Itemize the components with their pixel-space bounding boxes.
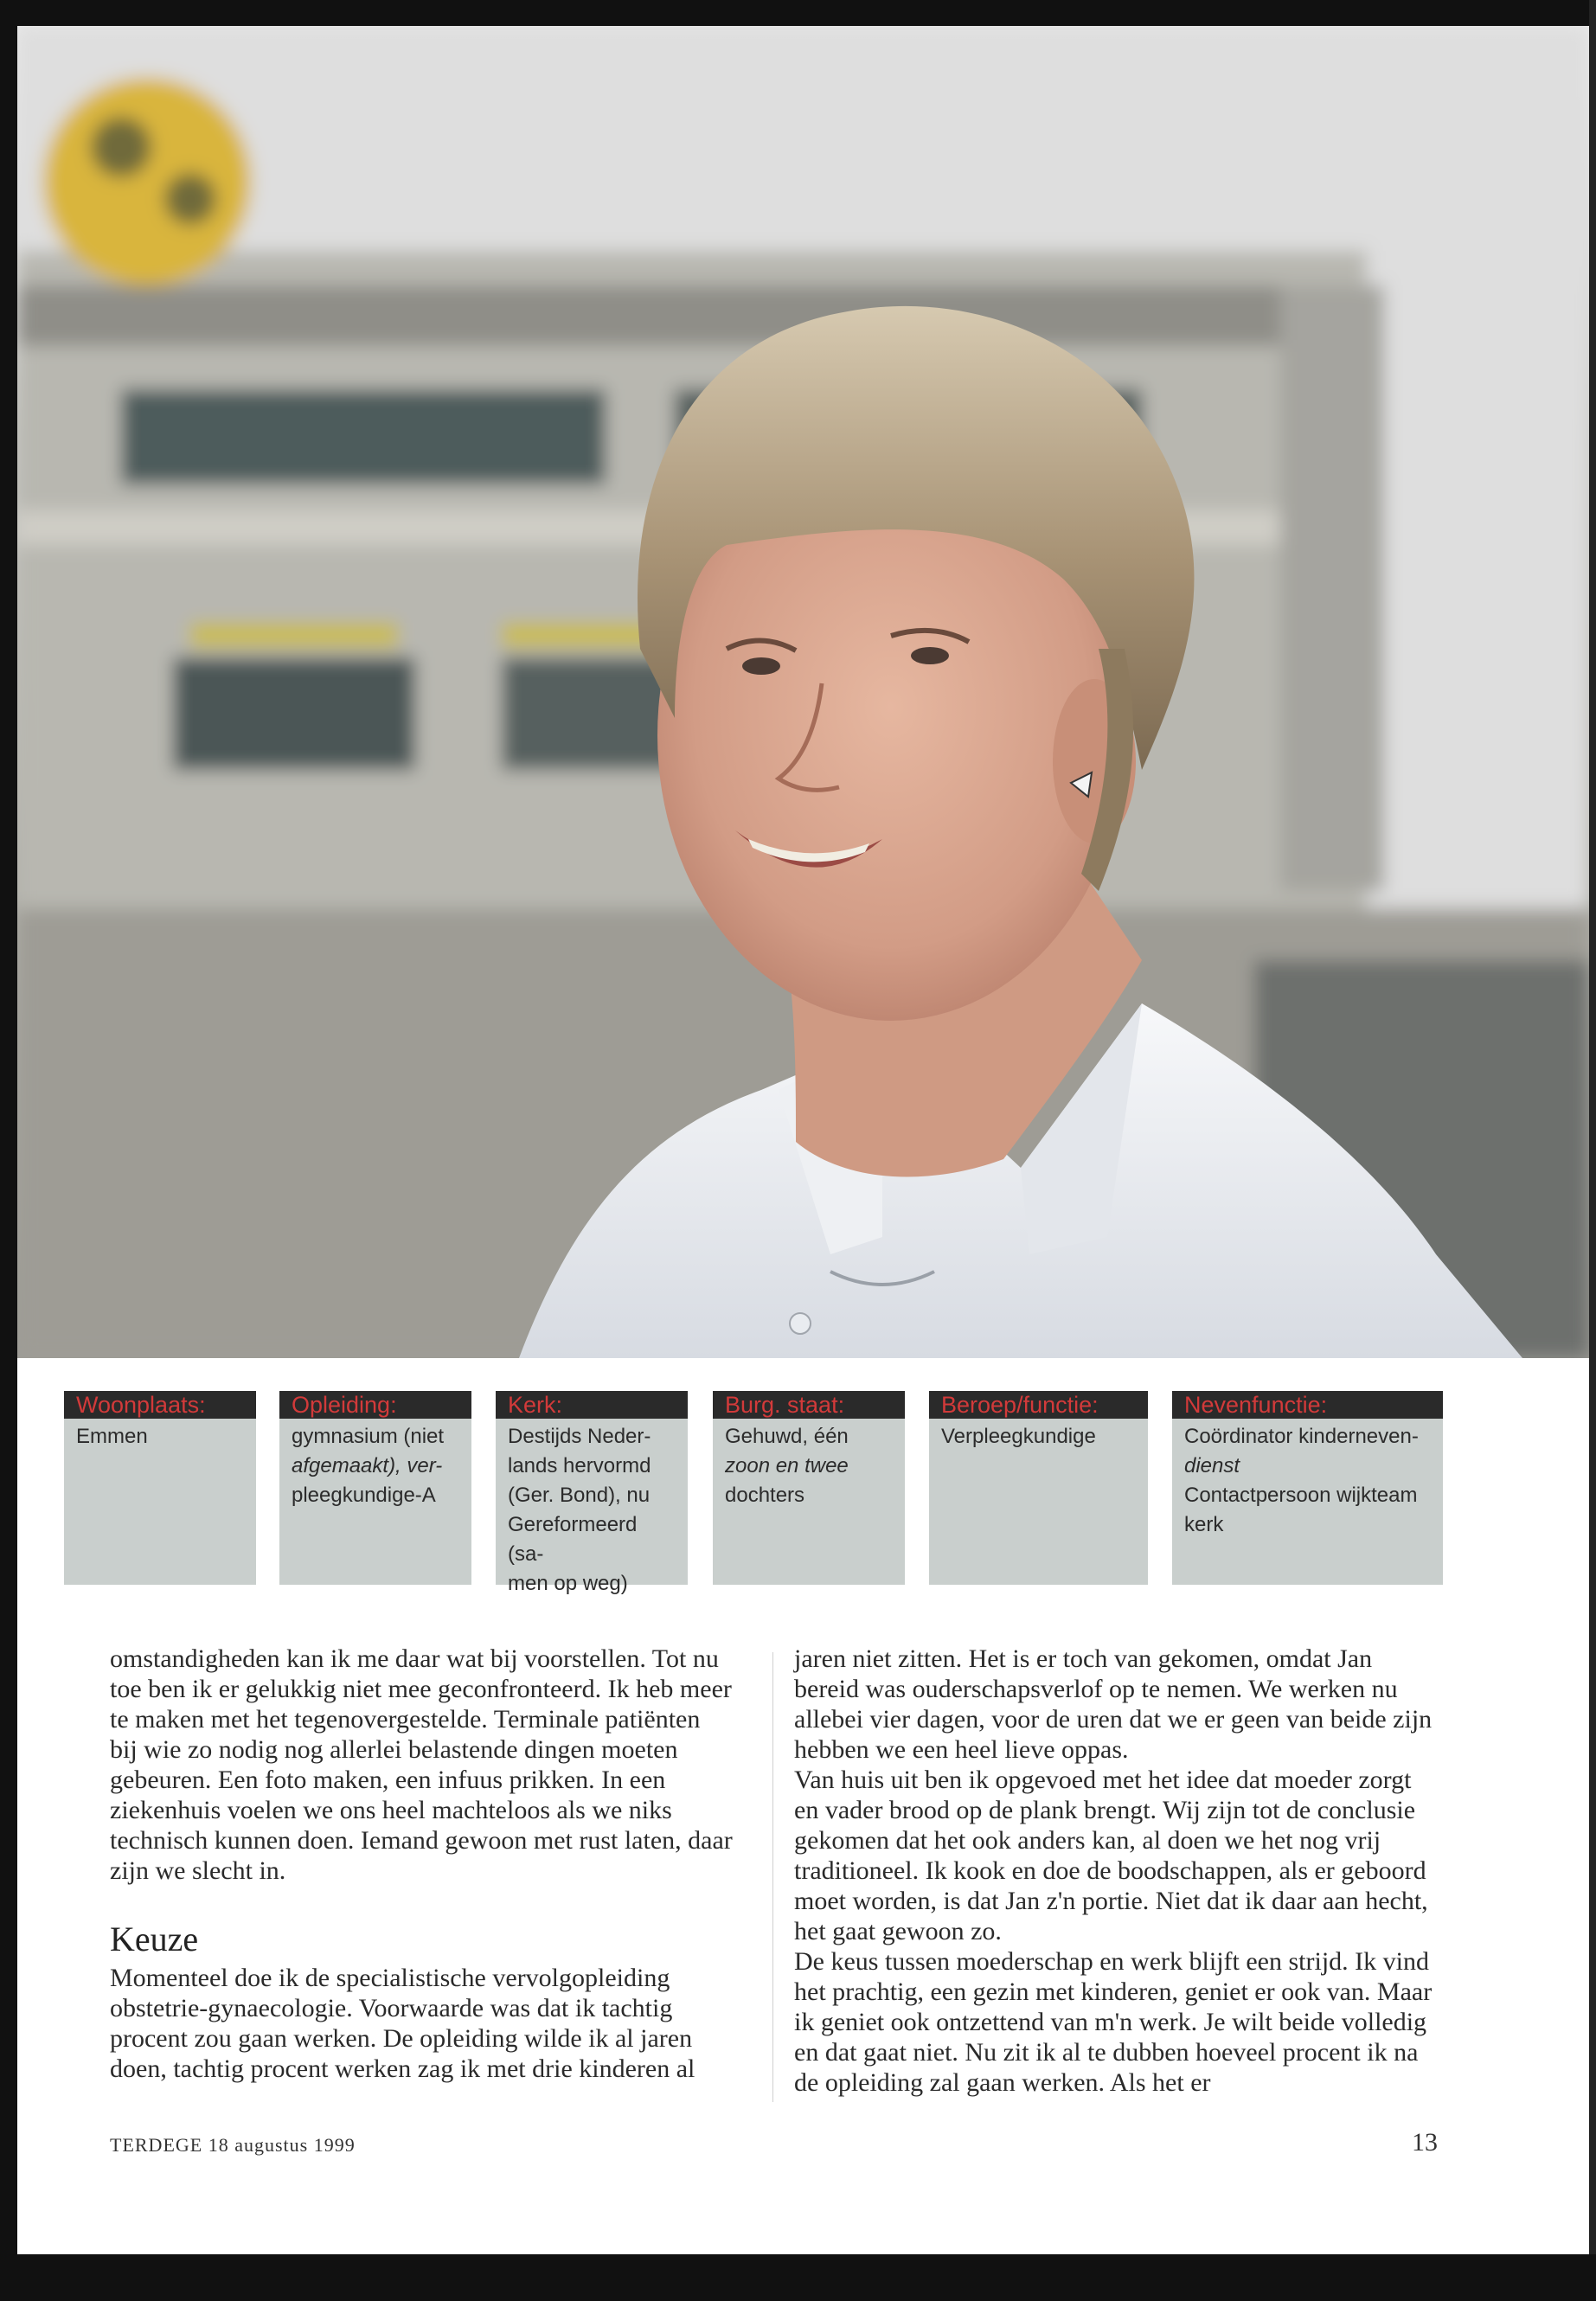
info-line: Contactpersoon wijkteam: [1184, 1484, 1418, 1507]
info-line: Coördinator kinderneven-: [1184, 1425, 1419, 1448]
info-value-nevenfunctie: [1172, 1419, 1443, 1540]
info-value-woonplaats: [64, 1419, 256, 1452]
info-box-beroep: [929, 1391, 1148, 1585]
info-value-kerk: [496, 1419, 688, 1599]
paragraph: De keus tussen moederschap en werk blijft een strijd. Ik vind het prachtig, een gezin met kinderen, geniet er ook van. Maar ik geniet ook ontzettend van m'n werk. Je wilt beide volledig en dat gaat niet. Nu zit ik al te dubben hoeveel procent ik na de opleiding zal gaan werken. Als het er: [794, 1947, 1433, 2097]
info-line: Gehuwd, één: [725, 1425, 849, 1448]
paragraph: Momenteel doe ik de specialistische vervolgopleiding obstetrie-gynaecologie. Voorwaarde was dat ik tachtig procent zou gaan werken. De opleiding wilde ik al jaren doen, tachtig procent werken zag ik met drie kinderen al: [110, 1964, 695, 2083]
info-value-burg-staat: [713, 1419, 905, 1510]
info-line: pleegkundige-A: [292, 1484, 436, 1507]
info-label-woonplaats: Woonplaats:: [64, 1391, 256, 1419]
info-line: gymnasium (niet: [292, 1425, 445, 1448]
info-label-opleiding: Opleiding:: [279, 1391, 471, 1419]
info-line: (Ger. Bond), nu: [508, 1484, 651, 1507]
info-line: dochters: [725, 1484, 805, 1507]
page-border-top: [0, 0, 1596, 26]
info-line: afgemaakt), ver-: [292, 1454, 443, 1477]
info-box-burg-staat: [713, 1391, 905, 1585]
page-border-right: [1589, 0, 1596, 2301]
info-value-opleiding: [279, 1419, 471, 1510]
publication-footer: TERDEGE 18 augustus 1999: [110, 2134, 356, 2156]
portrait-photo: [17, 26, 1589, 1358]
info-line: Emmen: [76, 1425, 148, 1448]
paragraph: omstandigheden kan ik me daar wat bij voorstellen. Tot nu toe ben ik er gelukkig niet mee geconfronteerd. Ik heb meer te maken met het tegenovergestelde. Terminale patiënten bij wie zo nodig nog allerlei belastende dingen moeten gebeuren. Een foto maken, een infuus prikken. In een ziekenhuis voelen we ons heel machteloos als we niks technisch kunnen doen. Iemand gewoon met rust laten, daar zijn we slecht in.: [110, 1644, 733, 1885]
portrait-illustration: [17, 26, 1589, 1358]
info-label-beroep: Beroep/functie:: [929, 1391, 1148, 1419]
info-line: men op weg): [508, 1572, 628, 1595]
info-value-beroep: [929, 1419, 1148, 1452]
info-label-burg-staat: Burg. staat:: [713, 1391, 905, 1419]
section-heading: Keuze: [110, 1920, 199, 1958]
info-box-woonplaats: [64, 1391, 256, 1585]
paragraph: Van huis uit ben ik opgevoed met het idee dat moeder zorgt en vader brood op de plank brengt. Wij zijn tot de conclusie gekomen dat het ook anders kan, al doen we het nog vrij traditioneel. Ik kook en doe de boodschappen, als er geboord moet worden, is dat Jan z'n portie. Niet dat ik daar aan hecht, het gaat gewoon zo.: [794, 1766, 1428, 1945]
column-divider: [772, 1652, 773, 2102]
info-label-kerk: Kerk:: [496, 1391, 688, 1419]
page-border-left: [0, 0, 17, 2301]
info-line: Gereformeerd (sa-: [508, 1513, 638, 1566]
info-line: lands hervormd: [508, 1454, 651, 1477]
info-label-nevenfunctie: Nevenfunctie:: [1172, 1391, 1443, 1419]
info-line: Destijds Neder-: [508, 1425, 651, 1448]
info-box-opleiding: [279, 1391, 471, 1585]
paragraph: jaren niet zitten. Het is er toch van gekomen, omdat Jan bereid was ouderschapsverlof op te nemen. We werken nu allebei vier dagen, voor de uren dat we er geen van beide zijn hebben we een heel lieve oppas.: [794, 1644, 1433, 1764]
page-number: 13: [1412, 2128, 1438, 2157]
info-line: Verpleegkundige: [941, 1425, 1096, 1448]
info-box-nevenfunctie: [1172, 1391, 1443, 1585]
info-line: kerk: [1184, 1513, 1224, 1536]
page-border-bottom: [0, 2254, 1596, 2301]
info-line: zoon en twee: [725, 1454, 849, 1477]
article-right-column: [794, 1644, 1439, 2098]
info-box-kerk: [496, 1391, 688, 1595]
article-left-column: [110, 1644, 733, 2084]
info-line: dienst: [1184, 1454, 1240, 1477]
